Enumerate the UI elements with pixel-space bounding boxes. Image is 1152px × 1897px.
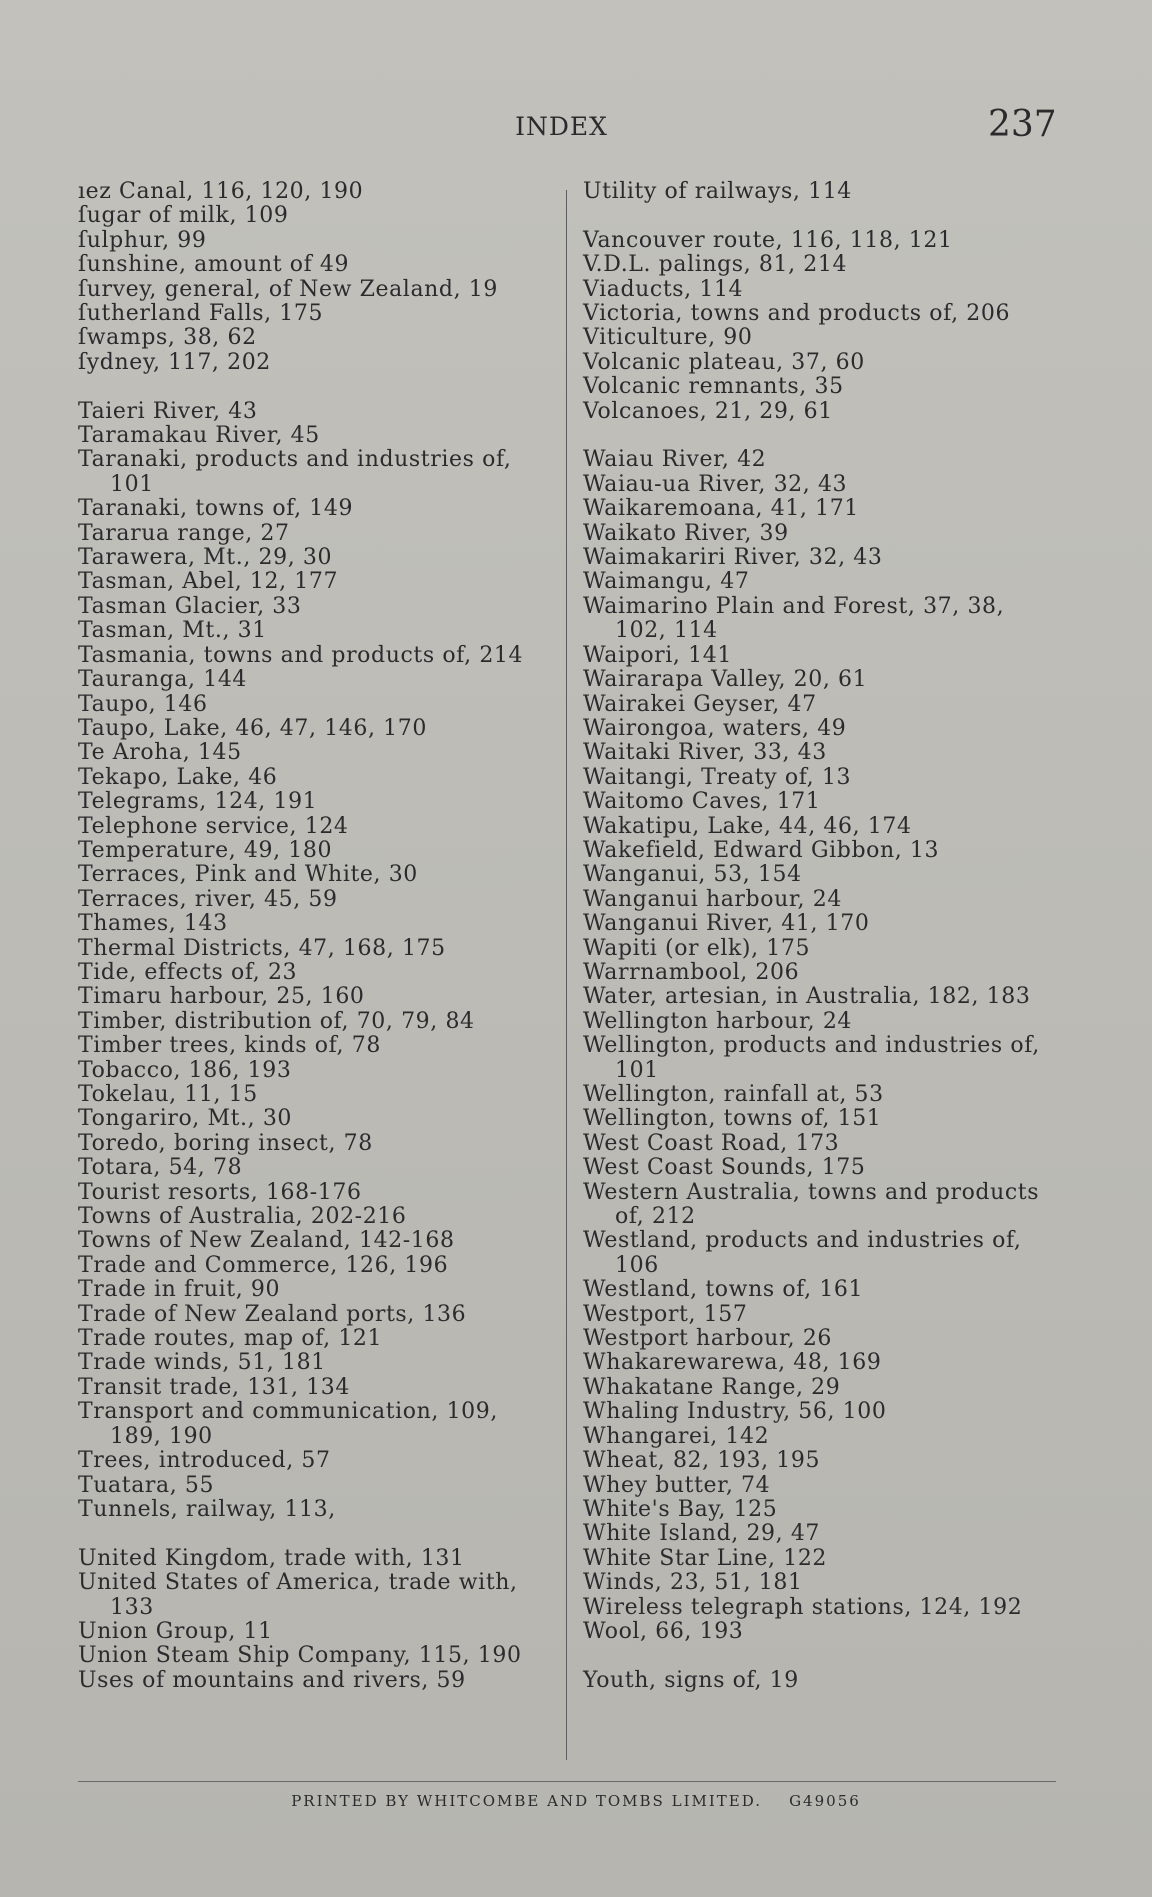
- index-entry: ſwamps, 38, 62: [78, 325, 257, 351]
- index-entry: Waiau-ua River, 32, 43: [583, 471, 848, 497]
- index-entry: Waiau River, 42: [583, 447, 767, 473]
- index-entry: Tide, effects of, 23: [78, 959, 298, 985]
- index-entry: Wireless telegraph stations, 124, 192: [583, 1594, 1023, 1620]
- index-entry: Wairongoa, waters, 49: [583, 715, 847, 741]
- index-entry: Wapiti (or elk), 175: [583, 935, 811, 961]
- index-group-s: [78, 180, 553, 375]
- index-entry: Trade and Commerce, 126, 196: [78, 1252, 449, 1278]
- index-entry: Whey butter, 74: [583, 1472, 771, 1498]
- index-entry: Volcanic remnants, 35: [583, 374, 844, 400]
- index-entry: Trade routes, map of, 121: [78, 1326, 383, 1352]
- index-entry: Vancouver route, 116, 118, 121: [583, 227, 953, 253]
- index-entry: Wanganui River, 41, 170: [583, 911, 870, 937]
- index-entry: Whakatane Range, 29: [583, 1374, 841, 1400]
- index-entry: Waipori, 141: [583, 642, 732, 668]
- index-entry: Union Steam Ship Company, 115, 190: [78, 1643, 522, 1669]
- index-entry: Wheat, 82, 193, 195: [583, 1448, 821, 1474]
- index-entry: Union Group, 11: [78, 1618, 273, 1644]
- index-entry: Taranaki, towns of, 149: [78, 496, 354, 522]
- group-spacer: [583, 204, 1061, 228]
- index-entry: Warrnambool, 206: [583, 959, 800, 985]
- index-entry: Timber, distribution of, 70, 79, 84: [78, 1008, 475, 1034]
- index-entry: Water, artesian, in Australia, 182, 183: [583, 984, 1031, 1010]
- index-entry: Trade of New Zealand ports, 136: [78, 1301, 467, 1327]
- index-entry: Wairarapa Valley, 20, 61: [583, 667, 868, 693]
- print-code: G49056: [789, 1792, 861, 1810]
- index-entry: ſugar of milk, 109: [78, 203, 289, 229]
- group-spacer: [78, 375, 553, 399]
- index-entry: Waitangi, Treaty of, 13: [583, 764, 852, 790]
- index-entry: Westport, 157: [583, 1301, 748, 1327]
- group-spacer: [78, 1522, 553, 1546]
- index-entry: Telegrams, 124, 191: [78, 789, 318, 815]
- index-entry: Wanganui harbour, 24: [583, 886, 842, 912]
- index-entry: Transit trade, 131, 134: [78, 1374, 350, 1400]
- index-entry: West Coast Sounds, 175: [583, 1155, 866, 1181]
- index-entry: Wairakei Geyser, 47: [583, 691, 817, 717]
- index-entry: Tourist resorts, 168-176: [78, 1179, 362, 1205]
- index-entry: Wool, 66, 193: [583, 1618, 744, 1644]
- index-entry: Temperature, 49, 180: [78, 837, 333, 863]
- index-entry: Wellington, rainfall at, 53: [583, 1082, 884, 1107]
- index-entry: Taupo, Lake, 46, 47, 146, 170: [78, 715, 427, 741]
- index-entry: Waimarino Plain and Forest, 37, 38, 102, 114: [583, 593, 1005, 644]
- index-entry: Wakefield, Edward Gibbon, 13: [583, 837, 940, 863]
- index-entry: Toredo, boring insect, 78: [78, 1130, 373, 1156]
- index-entry: Tasman, Abel, 12, 177: [78, 569, 339, 595]
- index-entry: Transport and communication, 109, 189, 190: [78, 1399, 498, 1449]
- index-entry: Westland, towns of, 161: [583, 1277, 864, 1303]
- index-entry: Taramakau River, 45: [78, 423, 320, 449]
- index-entry: Tasmania, towns and products of, 214: [78, 642, 524, 668]
- index-entry: Terraces, river, 45, 59: [78, 886, 338, 912]
- index-entry: Trees, introduced, 57: [78, 1448, 331, 1474]
- index-entry: United Kingdom, trade with, 131: [78, 1545, 465, 1571]
- index-entry: Tasman Glacier, 33: [78, 593, 302, 619]
- index-entry: Tongariro, Mt., 30: [78, 1106, 293, 1132]
- footer-rule: [78, 1781, 1056, 1782]
- index-entry: ıez Canal, 116, 120, 190: [78, 179, 364, 204]
- printer-imprint: [0, 1792, 1152, 1810]
- index-entry: Waikaremoana, 41, 171: [583, 496, 859, 522]
- index-column-right: [583, 180, 1061, 1693]
- imprint-text: PRINTED BY WHITCOMBE AND TOMBS LIMITED.: [291, 1792, 762, 1810]
- index-entry: Wanganui, 53, 154: [583, 862, 802, 888]
- index-entry: Te Aroha, 145: [78, 740, 242, 766]
- index-entry: Westland, products and industries of, 106: [583, 1228, 1022, 1278]
- group-spacer: [583, 424, 1061, 448]
- index-entry: Totara, 54, 78: [78, 1155, 243, 1181]
- index-entry: ſutherland Falls, 175: [78, 301, 324, 327]
- index-entry: Telephone service, 124: [78, 813, 349, 839]
- index-entry: Whaling Industry, 56, 100: [583, 1399, 887, 1425]
- index-group-w: [583, 448, 1061, 1644]
- index-entry: Thermal Districts, 47, 168, 175: [78, 935, 446, 961]
- index-entry: White's Bay, 125: [583, 1496, 778, 1522]
- index-entry: Waimangu, 47: [583, 569, 750, 595]
- index-entry: Volcanic plateau, 37, 60: [583, 349, 865, 375]
- index-entry: Utility of railways, 114: [583, 179, 852, 204]
- index-entry: Taupo, 146: [78, 691, 208, 717]
- index-entry: Taieri River, 43: [78, 398, 258, 424]
- index-entry: Thames, 143: [78, 911, 228, 937]
- index-entry: Victoria, towns and products of, 206: [583, 301, 1011, 327]
- index-entry: Timaru harbour, 25, 160: [78, 984, 365, 1010]
- index-entry: Westport harbour, 26: [583, 1326, 833, 1352]
- index-entry: V.D.L. palings, 81, 214: [583, 252, 848, 278]
- group-spacer: [583, 1644, 1061, 1668]
- index-entry: Terraces, Pink and White, 30: [78, 862, 418, 888]
- index-entry: Volcanoes, 21, 29, 61: [583, 398, 833, 424]
- index-entry: Tuatara, 55: [78, 1472, 215, 1498]
- index-entry: Tarawera, Mt., 29, 30: [78, 545, 333, 571]
- index-entry: White Star Line, 122: [583, 1545, 828, 1571]
- index-entry: Taranaki, products and industries of, 101: [78, 447, 512, 497]
- index-entry: United States of America, trade with, 133: [78, 1570, 518, 1620]
- index-entry: Whakarewarewa, 48, 169: [583, 1350, 882, 1376]
- index-entry: Tekapo, Lake, 46: [78, 764, 278, 790]
- index-entry: Wellington, towns of, 151: [583, 1106, 882, 1132]
- index-entry: Towns of New Zealand, 142-168: [78, 1228, 455, 1254]
- index-entry: White Island, 29, 47: [583, 1521, 821, 1547]
- page-number: 237: [988, 104, 1057, 145]
- index-entry: Wakatipu, Lake, 44, 46, 174: [583, 813, 912, 839]
- index-entry: Tauranga, 144: [78, 667, 248, 693]
- index-group-t: [78, 400, 553, 1523]
- index-entry: Winds, 23, 51, 181: [583, 1570, 803, 1596]
- index-entry: ſunshine, amount of 49: [78, 252, 350, 278]
- column-divider: [566, 190, 567, 1760]
- index-entry: Wellington, products and industries of, 101: [583, 1033, 1040, 1083]
- index-group-v: [583, 229, 1061, 424]
- index-entry: Waitomo Caves, 171: [583, 789, 821, 815]
- index-entry: Youth, signs of, 19: [583, 1667, 799, 1693]
- index-entry: Tunnels, railway, 113,: [78, 1496, 336, 1522]
- index-entry: West Coast Road, 173: [583, 1130, 840, 1156]
- index-entry: Waimakariri River, 32, 43: [583, 545, 883, 571]
- index-entry: ſydney, 117, 202: [78, 349, 271, 375]
- index-entry: Tararua range, 27: [78, 520, 290, 546]
- index-entry: Uses of mountains and rivers, 59: [78, 1667, 466, 1693]
- index-group-u-continued: [583, 180, 1061, 204]
- index-entry: Viticulture, 90: [583, 325, 753, 351]
- index-entry: Towns of Australia, 202-216: [78, 1204, 407, 1230]
- index-entry: Whangarei, 142: [583, 1423, 770, 1449]
- index-entry: Viaducts, 114: [583, 276, 744, 302]
- index-entry: Tokelau, 11, 15: [78, 1082, 258, 1108]
- index-group-u: [78, 1547, 553, 1693]
- index-group-y: [583, 1669, 1061, 1693]
- index-entry: Tasman, Mt., 31: [78, 618, 267, 644]
- index-entry: ſulphur, 99: [78, 227, 207, 253]
- index-entry: Tobacco, 186, 193: [78, 1057, 292, 1083]
- index-entry: Trade winds, 51, 181: [78, 1350, 326, 1376]
- index-entry: Timber trees, kinds of, 78: [78, 1033, 381, 1059]
- index-entry: Waikato River, 39: [583, 520, 789, 546]
- index-entry: Waitaki River, 33, 43: [583, 740, 827, 766]
- index-entry: ſurvey, general, of New Zealand, 19: [78, 276, 498, 302]
- index-column-left: [78, 180, 553, 1693]
- index-entry: Trade in fruit, 90: [78, 1277, 281, 1303]
- index-entry: Wellington harbour, 24: [583, 1008, 853, 1034]
- page-title: INDEX: [515, 112, 608, 141]
- index-entry: Western Australia, towns and products of, 212: [583, 1179, 1040, 1230]
